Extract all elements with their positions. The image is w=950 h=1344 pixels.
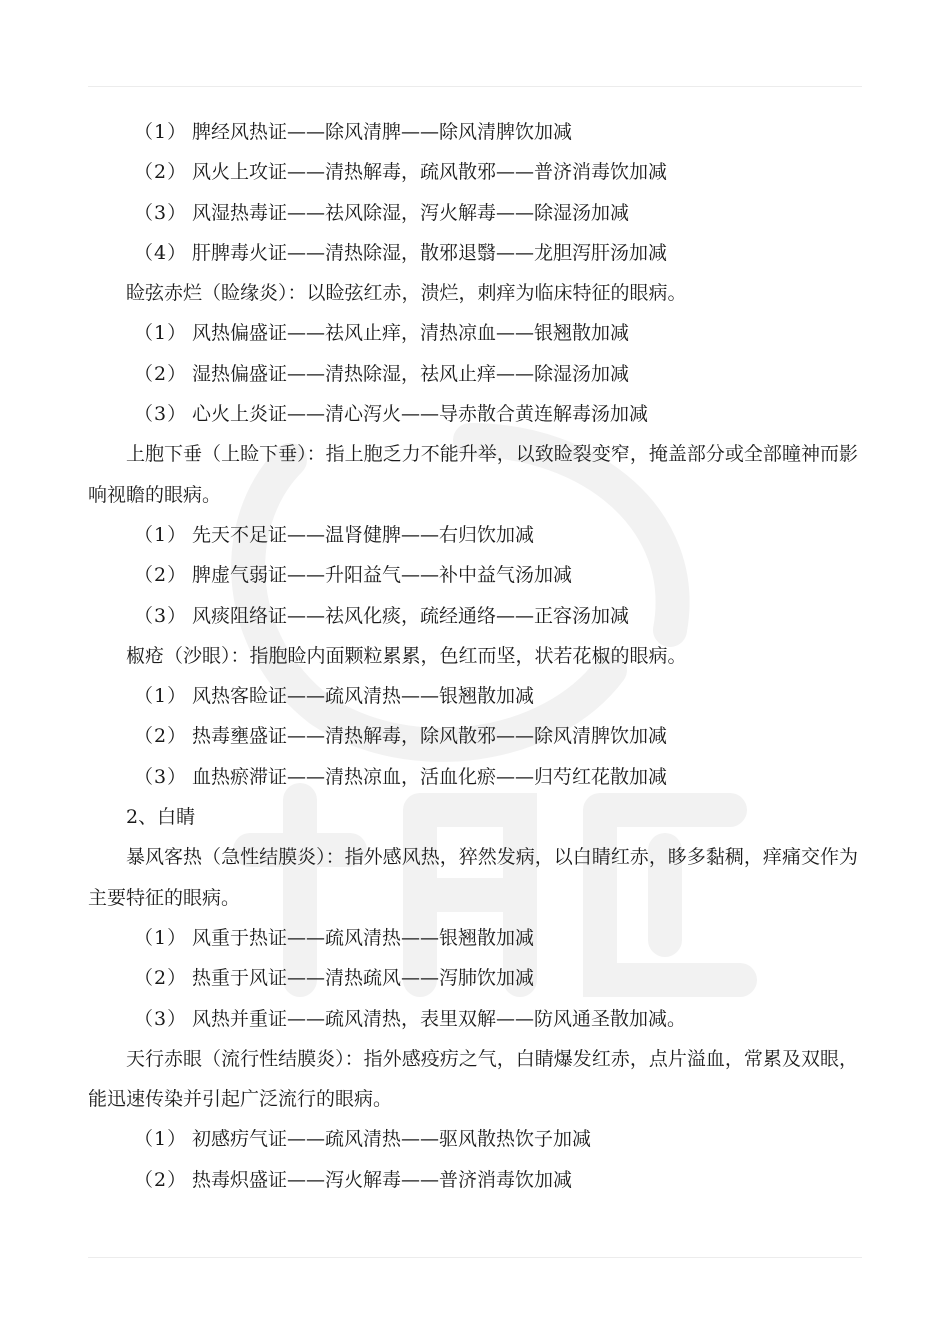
list-item-text: 初感疠气证——疏风清热——驱风散热饮子加减 [192,1128,592,1151]
list-item-number: （2） [134,725,188,748]
list-item [88,958,858,998]
section-heading: 2、白睛 [126,806,196,829]
list-item-text: 脾经风热证——除风清脾——除风清脾饮加减 [192,121,573,143]
list-item-number: （1） [134,523,188,546]
list-item-text: 热毒壅盛证——清热解毒，除风散邪——除风清脾饮加减 [192,725,668,748]
list-item-number: （1） [134,121,188,143]
list-item-text: 风湿热毒证——祛风除湿，泻火解毒——除湿汤加减 [192,201,630,224]
list-item [88,394,858,434]
list-item [88,716,858,756]
list-item-text: 风热客睑证——疏风清热——银翘散加减 [192,685,535,708]
list-item-number: （2） [134,1168,188,1191]
list-item [88,918,858,958]
list-item-text: 风痰阻络证——祛风化痰，疏经通络——正容汤加减 [192,604,630,627]
disease-definition-paragraph: 睑弦赤烂（睑缘炎）：以睑弦红赤，溃烂，刺痒为临床特征的眼病。 [126,282,687,305]
disease-definition-paragraph: 天行赤眼（流行性结膜炎）：指外感疫疠之气，白睛爆发红赤，点片溢血，常累及双眼，能迅速传染并引起广泛流行的眼病。 [88,1047,858,1111]
list-item-text: 血热瘀滞证——清热凉血，活血化瘀——归芍红花散加减 [192,765,668,788]
disease-definition-paragraph: 暴风客热（急性结膜炎）：指外感风热，猝然发病，以白睛红赤，眵多黏稠，痒痛交作为主要特征的眼病。 [88,846,858,909]
list-item-text: 先天不足证——温肾健脾——右归饮加减 [192,523,535,546]
list-item-number: （3） [134,1007,188,1030]
list-item [88,193,858,233]
list-item-text: 热毒炽盛证——泻火解毒——普济消毒饮加减 [192,1168,573,1191]
footer-rule [88,1257,862,1258]
document-body [88,112,858,1200]
list-item-number: （3） [134,765,188,788]
list-item-number: （2） [134,564,188,587]
list-item-number: （3） [134,604,188,627]
list-item-text: 脾虚气弱证——升阳益气——补中益气汤加减 [192,564,573,587]
list-item [88,757,858,797]
list-item [88,313,858,353]
list-item [88,1119,858,1159]
list-item-number: （1） [134,1128,188,1151]
disease-definition-paragraph: 上胞下垂（上睑下垂）：指上胞乏力不能升举，以致睑裂变窄，掩盖部分或全部瞳神而影响视瞻的眼病。 [88,443,858,506]
list-item-number: （1） [134,322,188,345]
list-item-number: （3） [134,403,188,426]
list-item [88,555,858,595]
list-item [88,1160,858,1200]
list-item-number: （3） [134,201,188,224]
list-item [88,515,858,555]
list-item-text: 热重于风证——清热疏风——泻肺饮加减 [192,967,535,990]
list-item-number: （2） [134,967,188,990]
list-item [88,354,858,394]
list-item [88,152,858,192]
list-item-text: 风热偏盛证——祛风止痒，清热凉血——银翘散加减 [192,322,630,345]
list-item-text: 风热并重证——疏风清热，表里双解——防风通圣散加减。 [192,1007,687,1030]
list-item [88,112,858,152]
list-item-number: （1） [134,685,188,708]
list-item [88,999,858,1039]
list-item-text: 湿热偏盛证——清热除湿，祛风止痒——除湿汤加减 [192,362,630,385]
list-item-number: （2） [134,362,188,385]
list-item-number: （1） [134,926,188,949]
list-item [88,596,858,636]
list-item [88,676,858,716]
list-item-text: 心火上炎证——清心泻火——导赤散合黄连解毒汤加减 [192,403,649,426]
list-item [88,233,858,273]
list-item-number: （4） [134,241,188,264]
list-item-text: 风火上攻证——清热解毒，疏风散邪——普济消毒饮加减 [192,161,668,184]
disease-definition-paragraph: 椒疮（沙眼）：指胞睑内面颗粒累累，色红而坚，状若花椒的眼病。 [126,644,687,667]
list-item-text: 肝脾毒火证——清热除湿，散邪退翳——龙胆泻肝汤加减 [192,241,668,264]
list-item-text: 风重于热证——疏风清热——银翘散加减 [192,926,535,949]
list-item-number: （2） [134,161,188,184]
header-rule [88,86,862,87]
